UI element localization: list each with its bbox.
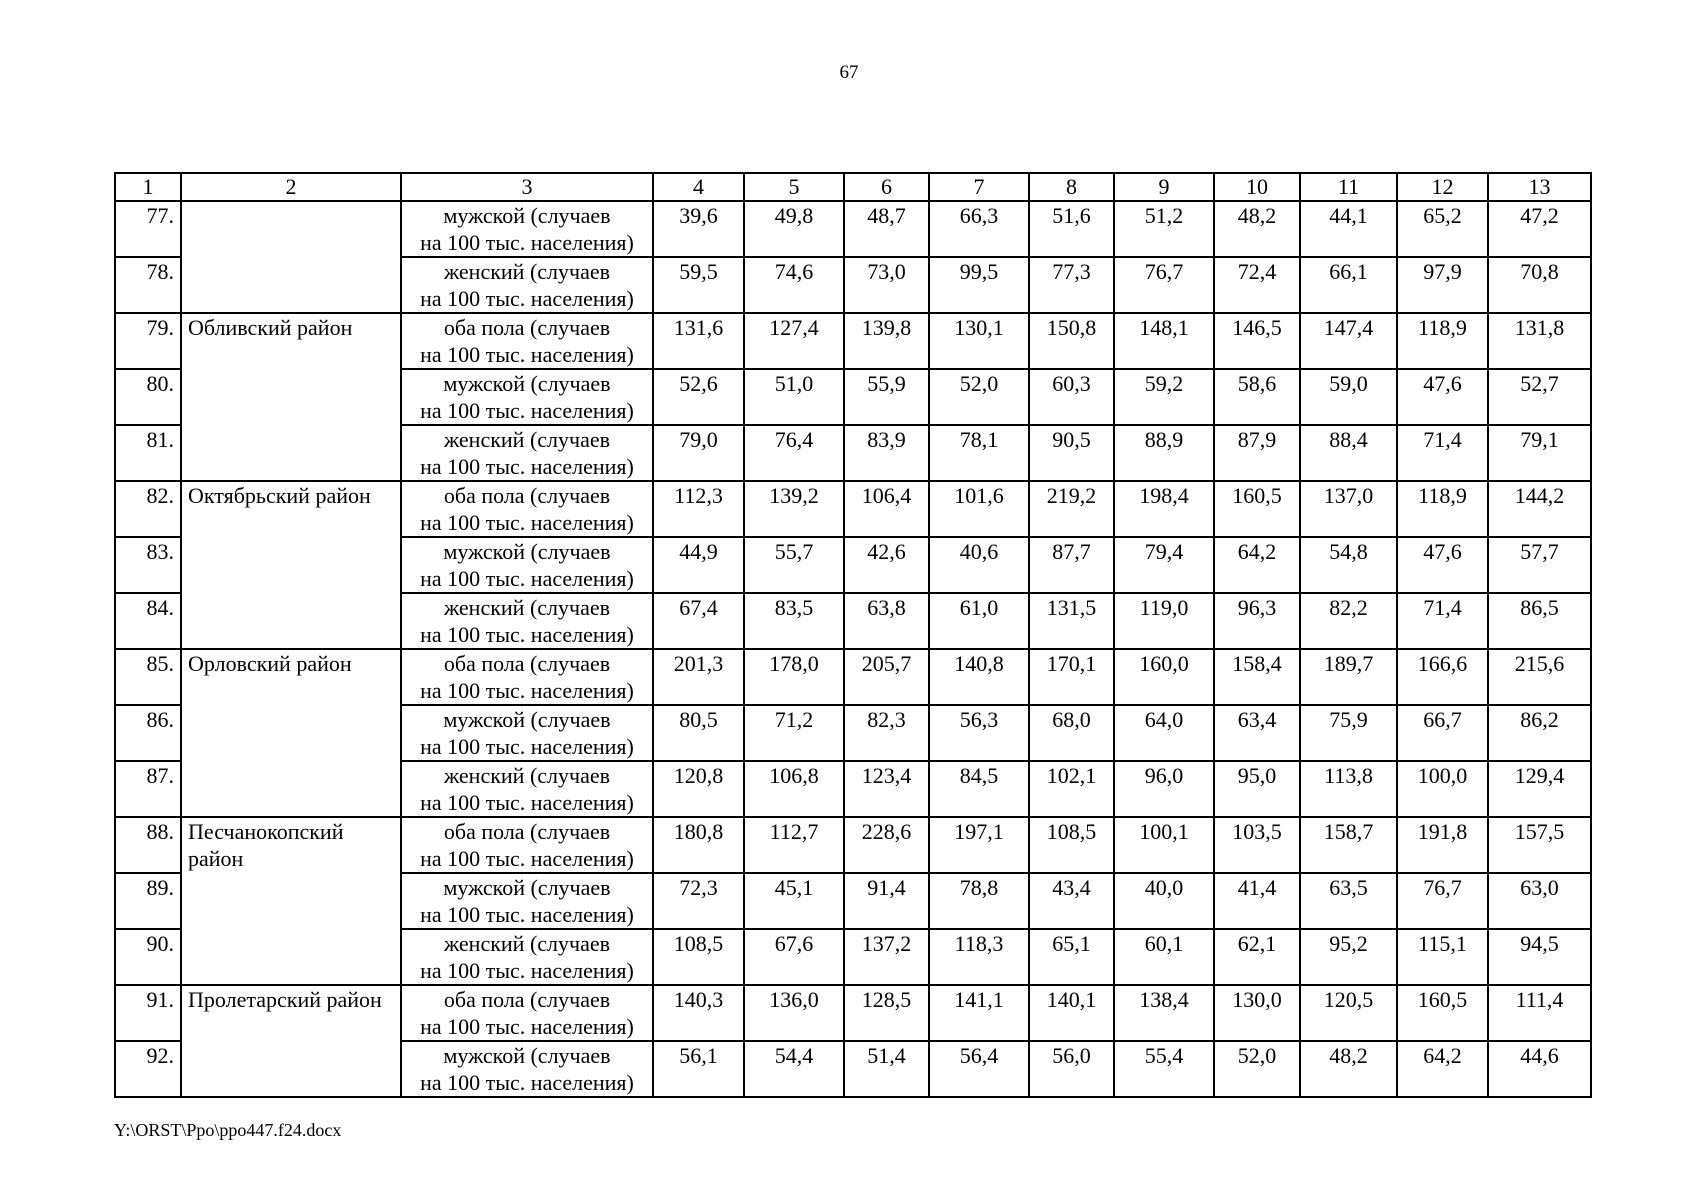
value-cell: 88,9 (1114, 425, 1214, 481)
indicator-line-2: на 100 тыс. населения) (420, 342, 634, 367)
value-cell: 64,2 (1397, 1041, 1488, 1097)
row-number: 88. (115, 817, 181, 873)
value-cell: 102,1 (1029, 761, 1114, 817)
value-cell: 71,2 (744, 705, 844, 761)
table-row (115, 313, 1591, 369)
indicator-line-2: на 100 тыс. населения) (420, 286, 634, 311)
value-cell: 120,5 (1300, 985, 1397, 1041)
value-cell: 146,5 (1214, 313, 1300, 369)
row-number: 77. (115, 201, 181, 257)
table-row (115, 481, 1591, 537)
value-cell: 61,0 (929, 593, 1029, 649)
value-cell: 52,6 (653, 369, 744, 425)
value-cell: 80,5 (653, 705, 744, 761)
value-cell: 44,1 (1300, 201, 1397, 257)
value-cell: 66,3 (929, 201, 1029, 257)
table-header (115, 173, 1591, 201)
table-body (115, 201, 1591, 1097)
value-cell: 57,7 (1488, 537, 1591, 593)
value-cell: 63,5 (1300, 873, 1397, 929)
value-cell: 123,4 (844, 761, 929, 817)
value-cell: 197,1 (929, 817, 1029, 873)
indicator-line-1: мужской (случаев (443, 203, 611, 228)
row-number: 91. (115, 985, 181, 1041)
value-cell: 51,6 (1029, 201, 1114, 257)
value-cell: 86,5 (1488, 593, 1591, 649)
table-row (115, 649, 1591, 705)
value-cell: 44,6 (1488, 1041, 1591, 1097)
indicator-description (401, 257, 653, 313)
value-cell: 79,1 (1488, 425, 1591, 481)
value-cell: 160,5 (1397, 985, 1488, 1041)
indicator-description (401, 1041, 653, 1097)
value-cell: 118,3 (929, 929, 1029, 985)
value-cell: 72,3 (653, 873, 744, 929)
value-cell: 48,7 (844, 201, 929, 257)
value-cell: 44,9 (653, 537, 744, 593)
value-cell: 82,2 (1300, 593, 1397, 649)
indicator-line-2: на 100 тыс. населения) (420, 678, 634, 703)
value-cell: 47,6 (1397, 537, 1488, 593)
row-number: 87. (115, 761, 181, 817)
value-cell: 60,3 (1029, 369, 1114, 425)
indicator-line-1: оба пола (случаев (443, 651, 611, 676)
indicator-line-1: оба пола (случаев (443, 819, 611, 844)
indicator-line-1: женский (случаев (444, 427, 610, 452)
value-cell: 137,0 (1300, 481, 1397, 537)
indicator-line-1: женский (случаев (444, 595, 610, 620)
value-cell: 43,4 (1029, 873, 1114, 929)
region-name: Орловский район (181, 649, 401, 817)
indicator-line-1: женский (случаев (444, 931, 610, 956)
indicator-line-2: на 100 тыс. населения) (420, 398, 634, 423)
column-header-1: 1 (115, 173, 181, 201)
value-cell: 64,0 (1114, 705, 1214, 761)
indicator-line-2: на 100 тыс. населения) (420, 1070, 634, 1095)
value-cell: 90,5 (1029, 425, 1114, 481)
value-cell: 91,4 (844, 873, 929, 929)
value-cell: 95,2 (1300, 929, 1397, 985)
indicator-line-2: на 100 тыс. населения) (420, 622, 634, 647)
value-cell: 54,8 (1300, 537, 1397, 593)
value-cell: 138,4 (1114, 985, 1214, 1041)
value-cell: 56,3 (929, 705, 1029, 761)
indicator-description (401, 649, 653, 705)
value-cell: 130,1 (929, 313, 1029, 369)
indicator-line-2: на 100 тыс. населения) (420, 1014, 634, 1039)
column-header-7: 7 (929, 173, 1029, 201)
value-cell: 67,6 (744, 929, 844, 985)
indicator-description (401, 537, 653, 593)
value-cell: 139,2 (744, 481, 844, 537)
value-cell: 157,5 (1488, 817, 1591, 873)
value-cell: 129,4 (1488, 761, 1591, 817)
value-cell: 131,5 (1029, 593, 1114, 649)
column-header-11: 11 (1300, 173, 1397, 201)
value-cell: 100,0 (1397, 761, 1488, 817)
value-cell: 39,6 (653, 201, 744, 257)
value-cell: 76,4 (744, 425, 844, 481)
region-name: Пролетарский район (181, 985, 401, 1097)
value-cell: 201,3 (653, 649, 744, 705)
row-number: 80. (115, 369, 181, 425)
value-cell: 158,4 (1214, 649, 1300, 705)
value-cell: 99,5 (929, 257, 1029, 313)
value-cell: 148,1 (1114, 313, 1214, 369)
value-cell: 215,6 (1488, 649, 1591, 705)
value-cell: 100,1 (1114, 817, 1214, 873)
value-cell: 180,8 (653, 817, 744, 873)
value-cell: 66,1 (1300, 257, 1397, 313)
value-cell: 198,4 (1114, 481, 1214, 537)
indicator-line-1: женский (случаев (444, 763, 610, 788)
value-cell: 96,0 (1114, 761, 1214, 817)
indicator-line-2: на 100 тыс. населения) (420, 230, 634, 255)
value-cell: 118,9 (1397, 481, 1488, 537)
value-cell: 136,0 (744, 985, 844, 1041)
value-cell: 65,1 (1029, 929, 1114, 985)
page-number: 67 (839, 62, 859, 83)
value-cell: 205,7 (844, 649, 929, 705)
value-cell: 106,8 (744, 761, 844, 817)
value-cell: 51,2 (1114, 201, 1214, 257)
value-cell: 74,6 (744, 257, 844, 313)
value-cell: 219,2 (1029, 481, 1114, 537)
value-cell: 95,0 (1214, 761, 1300, 817)
value-cell: 58,6 (1214, 369, 1300, 425)
indicator-line-2: на 100 тыс. населения) (420, 454, 634, 479)
value-cell: 79,4 (1114, 537, 1214, 593)
region-name: Октябрьский район (181, 481, 401, 649)
indicator-line-1: оба пола (случаев (443, 315, 611, 340)
value-cell: 60,1 (1114, 929, 1214, 985)
value-cell: 78,1 (929, 425, 1029, 481)
value-cell: 131,8 (1488, 313, 1591, 369)
indicator-line-2: на 100 тыс. населения) (420, 566, 634, 591)
value-cell: 76,7 (1397, 873, 1488, 929)
value-cell: 56,1 (653, 1041, 744, 1097)
value-cell: 66,7 (1397, 705, 1488, 761)
value-cell: 64,2 (1214, 537, 1300, 593)
value-cell: 72,4 (1214, 257, 1300, 313)
value-cell: 75,9 (1300, 705, 1397, 761)
indicator-line-2: на 100 тыс. населения) (420, 958, 634, 983)
value-cell: 160,0 (1114, 649, 1214, 705)
value-cell: 111,4 (1488, 985, 1591, 1041)
value-cell: 54,4 (744, 1041, 844, 1097)
value-cell: 127,4 (744, 313, 844, 369)
value-cell: 83,5 (744, 593, 844, 649)
column-header-2: 2 (181, 173, 401, 201)
value-cell: 63,4 (1214, 705, 1300, 761)
row-number: 89. (115, 873, 181, 929)
row-number: 79. (115, 313, 181, 369)
value-cell: 170,1 (1029, 649, 1114, 705)
row-number: 78. (115, 257, 181, 313)
row-number: 82. (115, 481, 181, 537)
value-cell: 115,1 (1397, 929, 1488, 985)
column-header-6: 6 (844, 173, 929, 201)
value-cell: 73,0 (844, 257, 929, 313)
column-header-9: 9 (1114, 173, 1214, 201)
value-cell: 112,3 (653, 481, 744, 537)
row-number: 92. (115, 1041, 181, 1097)
value-cell: 87,9 (1214, 425, 1300, 481)
value-cell: 96,3 (1214, 593, 1300, 649)
value-cell: 59,2 (1114, 369, 1214, 425)
row-number: 84. (115, 593, 181, 649)
row-number: 90. (115, 929, 181, 985)
column-header-4: 4 (653, 173, 744, 201)
value-cell: 158,7 (1300, 817, 1397, 873)
value-cell: 47,6 (1397, 369, 1488, 425)
indicator-line-2: на 100 тыс. населения) (420, 902, 634, 927)
value-cell: 140,3 (653, 985, 744, 1041)
value-cell: 78,8 (929, 873, 1029, 929)
value-cell: 120,8 (653, 761, 744, 817)
column-header-3: 3 (401, 173, 653, 201)
value-cell: 191,8 (1397, 817, 1488, 873)
indicator-description (401, 873, 653, 929)
value-cell: 108,5 (1029, 817, 1114, 873)
value-cell: 59,5 (653, 257, 744, 313)
value-cell: 52,0 (1214, 1041, 1300, 1097)
value-cell: 68,0 (1029, 705, 1114, 761)
indicator-line-2: на 100 тыс. населения) (420, 734, 634, 759)
indicator-description (401, 817, 653, 873)
indicator-line-2: на 100 тыс. населения) (420, 510, 634, 535)
value-cell: 52,7 (1488, 369, 1591, 425)
region-name: Песчанокопский район (181, 817, 401, 985)
value-cell: 106,4 (844, 481, 929, 537)
indicator-line-1: мужской (случаев (443, 1043, 611, 1068)
value-cell: 108,5 (653, 929, 744, 985)
indicator-description (401, 761, 653, 817)
value-cell: 119,0 (1114, 593, 1214, 649)
value-cell: 63,0 (1488, 873, 1591, 929)
value-cell: 62,1 (1214, 929, 1300, 985)
header-row (115, 173, 1591, 201)
indicator-description (401, 929, 653, 985)
value-cell: 150,8 (1029, 313, 1114, 369)
value-cell: 45,1 (744, 873, 844, 929)
indicator-line-1: мужской (случаев (443, 875, 611, 900)
value-cell: 79,0 (653, 425, 744, 481)
indicator-description (401, 313, 653, 369)
indicator-description (401, 985, 653, 1041)
value-cell: 47,2 (1488, 201, 1591, 257)
value-cell: 103,5 (1214, 817, 1300, 873)
value-cell: 166,6 (1397, 649, 1488, 705)
value-cell: 87,7 (1029, 537, 1114, 593)
indicator-description (401, 369, 653, 425)
column-header-8: 8 (1029, 173, 1114, 201)
indicator-description (401, 593, 653, 649)
value-cell: 48,2 (1214, 201, 1300, 257)
value-cell: 51,0 (744, 369, 844, 425)
value-cell: 137,2 (844, 929, 929, 985)
value-cell: 83,9 (844, 425, 929, 481)
value-cell: 70,8 (1488, 257, 1591, 313)
value-cell: 112,7 (744, 817, 844, 873)
value-cell: 48,2 (1300, 1041, 1397, 1097)
region-name (181, 201, 401, 313)
value-cell: 101,6 (929, 481, 1029, 537)
indicator-line-1: оба пола (случаев (443, 987, 611, 1012)
value-cell: 128,5 (844, 985, 929, 1041)
indicator-description (401, 705, 653, 761)
value-cell: 41,4 (1214, 873, 1300, 929)
indicator-line-2: на 100 тыс. населения) (420, 790, 634, 815)
value-cell: 55,4 (1114, 1041, 1214, 1097)
value-cell: 51,4 (844, 1041, 929, 1097)
value-cell: 94,5 (1488, 929, 1591, 985)
value-cell: 141,1 (929, 985, 1029, 1041)
column-header-10: 10 (1214, 173, 1300, 201)
value-cell: 82,3 (844, 705, 929, 761)
region-name: Обливский район (181, 313, 401, 481)
value-cell: 144,2 (1488, 481, 1591, 537)
indicator-line-2: на 100 тыс. населения) (420, 846, 634, 871)
value-cell: 63,8 (844, 593, 929, 649)
row-number: 85. (115, 649, 181, 705)
value-cell: 131,6 (653, 313, 744, 369)
row-number: 81. (115, 425, 181, 481)
column-header-13: 13 (1488, 173, 1591, 201)
indicator-line-1: мужской (случаев (443, 539, 611, 564)
indicator-line-1: мужской (случаев (443, 707, 611, 732)
value-cell: 160,5 (1214, 481, 1300, 537)
value-cell: 140,8 (929, 649, 1029, 705)
value-cell: 140,1 (1029, 985, 1114, 1041)
value-cell: 118,9 (1397, 313, 1488, 369)
value-cell: 147,4 (1300, 313, 1397, 369)
column-header-12: 12 (1397, 173, 1488, 201)
footer-file-path: Y:\ORST\Ppo\ppo447.f24.docx (114, 1120, 342, 1140)
indicator-line-1: женский (случаев (444, 259, 610, 284)
value-cell: 88,4 (1300, 425, 1397, 481)
value-cell: 59,0 (1300, 369, 1397, 425)
table-row (115, 201, 1591, 257)
indicator-description (401, 425, 653, 481)
column-header-5: 5 (744, 173, 844, 201)
value-cell: 76,7 (1114, 257, 1214, 313)
value-cell: 49,8 (744, 201, 844, 257)
row-number: 83. (115, 537, 181, 593)
value-cell: 40,0 (1114, 873, 1214, 929)
value-cell: 55,7 (744, 537, 844, 593)
value-cell: 55,9 (844, 369, 929, 425)
value-cell: 84,5 (929, 761, 1029, 817)
value-cell: 130,0 (1214, 985, 1300, 1041)
value-cell: 40,6 (929, 537, 1029, 593)
table-row (115, 817, 1591, 873)
value-cell: 189,7 (1300, 649, 1397, 705)
indicator-line-1: мужской (случаев (443, 371, 611, 396)
value-cell: 178,0 (744, 649, 844, 705)
value-cell: 71,4 (1397, 425, 1488, 481)
indicator-description (401, 481, 653, 537)
value-cell: 52,0 (929, 369, 1029, 425)
value-cell: 97,9 (1397, 257, 1488, 313)
value-cell: 67,4 (653, 593, 744, 649)
statistics-table (114, 172, 1592, 1098)
value-cell: 86,2 (1488, 705, 1591, 761)
row-number: 86. (115, 705, 181, 761)
value-cell: 77,3 (1029, 257, 1114, 313)
value-cell: 71,4 (1397, 593, 1488, 649)
value-cell: 56,4 (929, 1041, 1029, 1097)
table-row (115, 985, 1591, 1041)
value-cell: 113,8 (1300, 761, 1397, 817)
indicator-line-1: оба пола (случаев (443, 483, 611, 508)
value-cell: 228,6 (844, 817, 929, 873)
indicator-description (401, 201, 653, 257)
value-cell: 42,6 (844, 537, 929, 593)
value-cell: 56,0 (1029, 1041, 1114, 1097)
value-cell: 139,8 (844, 313, 929, 369)
value-cell: 65,2 (1397, 201, 1488, 257)
